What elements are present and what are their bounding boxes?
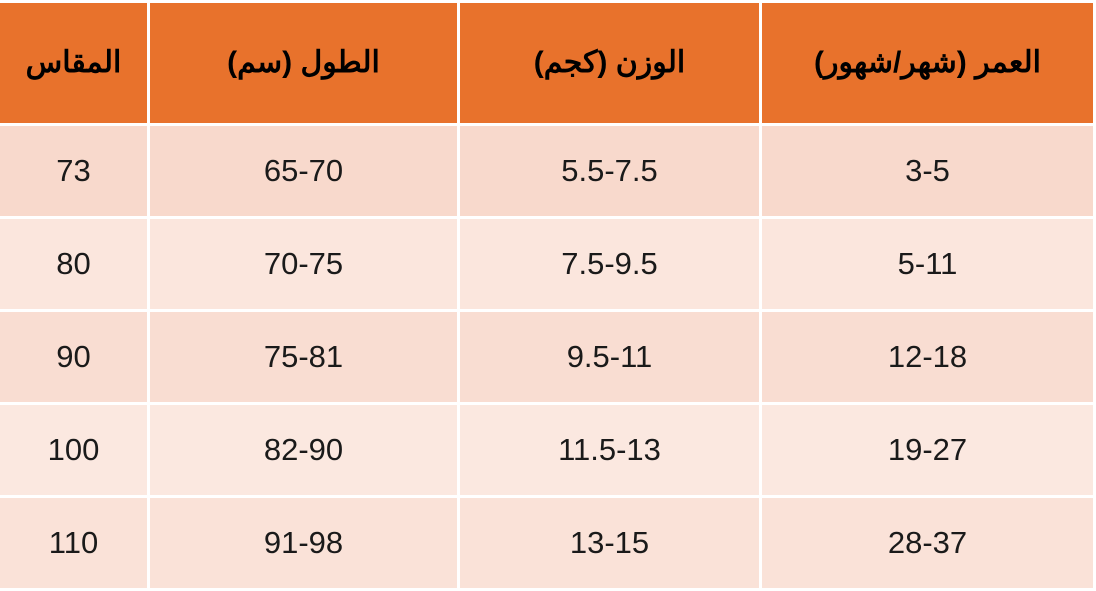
table-row: [0, 497, 1095, 590]
cell-length-value: 70-75: [263, 246, 344, 281]
cell-length: [149, 125, 459, 218]
cell-size-value: 100: [47, 432, 100, 467]
cell-age: [761, 497, 1095, 590]
table-row: [0, 218, 1095, 311]
cell-age-value: 12-18: [887, 339, 968, 374]
cell-age: [761, 311, 1095, 404]
column-header-length: [149, 2, 459, 125]
cell-weight-value: 9.5-11: [566, 339, 653, 374]
cell-weight: [459, 497, 761, 590]
cell-size: [0, 404, 149, 497]
cell-weight-value: 13-15: [569, 525, 650, 560]
cell-size-value: 73: [56, 153, 91, 188]
cell-weight: [459, 218, 761, 311]
cell-age-value: 19-27: [887, 432, 968, 467]
table-row: [0, 311, 1095, 404]
column-header-size: [0, 2, 149, 125]
table-row: [0, 125, 1095, 218]
column-header-age: [761, 2, 1095, 125]
cell-weight-value: 7.5-9.5: [561, 246, 658, 281]
cell-age-value: 28-37: [887, 525, 968, 560]
cell-age: [761, 218, 1095, 311]
column-header-age-label: العمر (شهر/شهور): [814, 46, 1041, 80]
column-header-size-label: المقاس: [25, 46, 122, 80]
cell-age-value: 5-11: [897, 246, 958, 281]
column-header-length-label: الطول (سم): [227, 46, 380, 80]
cell-length-value: 91-98: [263, 525, 344, 560]
table-row: [0, 404, 1095, 497]
cell-age-value: 3-5: [905, 153, 950, 188]
cell-size: [0, 218, 149, 311]
cell-length-value: 82-90: [263, 432, 344, 467]
table-body: [0, 125, 1095, 590]
cell-age: [761, 125, 1095, 218]
cell-weight: [459, 125, 761, 218]
cell-length: [149, 218, 459, 311]
cell-size: [0, 125, 149, 218]
cell-length: [149, 497, 459, 590]
column-header-weight: [459, 2, 761, 125]
cell-length-value: 65-70: [263, 153, 344, 188]
cell-age: [761, 404, 1095, 497]
cell-length: [149, 311, 459, 404]
column-header-weight-label: الوزن (كجم): [533, 46, 686, 80]
cell-size: [0, 311, 149, 404]
cell-size-value: 110: [48, 525, 99, 560]
cell-size-value: 80: [56, 246, 91, 281]
cell-size-value: 90: [56, 339, 91, 374]
cell-length: [149, 404, 459, 497]
cell-weight-value: 11.5-13: [558, 432, 661, 467]
cell-weight: [459, 404, 761, 497]
cell-weight: [459, 311, 761, 404]
cell-weight-value: 5.5-7.5: [561, 153, 658, 188]
table-header: [0, 2, 1095, 125]
cell-size: [0, 497, 149, 590]
table-header-row: [0, 2, 1095, 125]
cell-length-value: 75-81: [263, 339, 344, 374]
